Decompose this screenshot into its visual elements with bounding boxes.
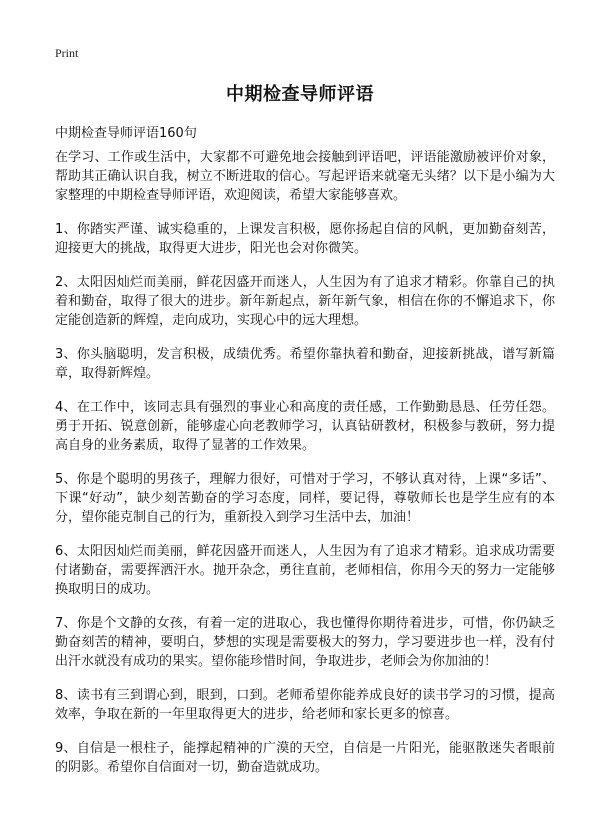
comment-paragraph: 7、你是个文静的女孩，有着一定的进取心，我也懂得你期待着进步，可惜，你仍缺乏勤奋刻苦的精神，要明白，梦想的实现是需要极大的努力，学习要进步也一样，没有付出汗水就没有成功的果实。望你能珍惜时间，争取进步，老师会为你加油的！ <box>55 616 555 669</box>
intro-paragraph: 在学习、工作或生活中，大家都不可避免地会接触到评语吧，评语能激励被评价对象，帮助其正确认识自我，树立不断进取的信心。写起评语来就毫无头绪？以下是小编为大家整理的中期检查导师评语，欢迎阅读，希望大家能够喜欢。 <box>55 150 555 203</box>
comment-paragraph: 5、你是个聪明的男孩子，理解力很好，可惜对于学习，不够认真对待，上课“多话”、下课“好动”，缺少刻苦勤奋的学习态度，同样，要记得，尊敬师长也是学生应有的本分，望你能克制自己的行为，重新投入到学习生活中去，加油！ <box>55 472 555 525</box>
comment-paragraph: 8、读书有三到谓心到，眼到，口到。老师希望你能养成良好的读书学习的习惯，提高效率，争取在新的一年里取得更大的进步，给老师和家长更多的惊喜。 <box>55 688 555 722</box>
print-link[interactable]: Print <box>55 46 79 60</box>
subtitle: 中期检查导师评语160句 <box>55 126 197 141</box>
comment-paragraph: 3、你头脑聪明，发言积极，成绩优秀。希望你靠执着和勤奋，迎接新挑战，谱写新篇章，取得新辉煌。 <box>55 347 555 381</box>
article-body <box>55 148 555 792</box>
page-title: 中期检查导师评语 <box>226 84 374 105</box>
comment-paragraph: 9、自信是一根柱子，能撑起精神的广漠的天空，自信是一片阳光，能驱散迷失者眼前的阴影。希望你自信面对一切，勤奋造就成功。 <box>55 741 555 775</box>
comment-paragraph: 1、你踏实严谨、诚实稳重的，上课发言积极，愿你扬起自信的风帆，更加勤奋刻苦，迎接更大的挑战，取得更大进步，阳光也会对你微笑。 <box>55 222 555 256</box>
comment-paragraph: 6、太阳因灿烂而美丽，鲜花因盛开而迷人，人生因为有了追求才精彩。追求成功需要付诸勤奋，需要挥洒汗水。抛开杂念，勇往直前，老师相信，你用今天的努力一定能够换取明日的成功。 <box>55 544 555 597</box>
comment-paragraph: 4、在工作中，该同志具有强烈的事业心和高度的责任感，工作勤勤恳恳、任劳任怨。勇于开拓、锐意创新，能够虚心向老教师学习，认真钻研教材，积极参与教研，努力提高自身的业务素质，取得了显著的工作效果。 <box>55 400 555 453</box>
comment-paragraph: 2、太阳因灿烂而美丽，鲜花因盛开而迷人，人生因为有了追求才精彩。你靠自己的执着和勤奋，取得了很大的进步。新年新起点，新年新气象，相信在你的不懈追求下，你定能创造新的辉煌，走向成功，实现心中的远大理想。 <box>55 275 555 328</box>
